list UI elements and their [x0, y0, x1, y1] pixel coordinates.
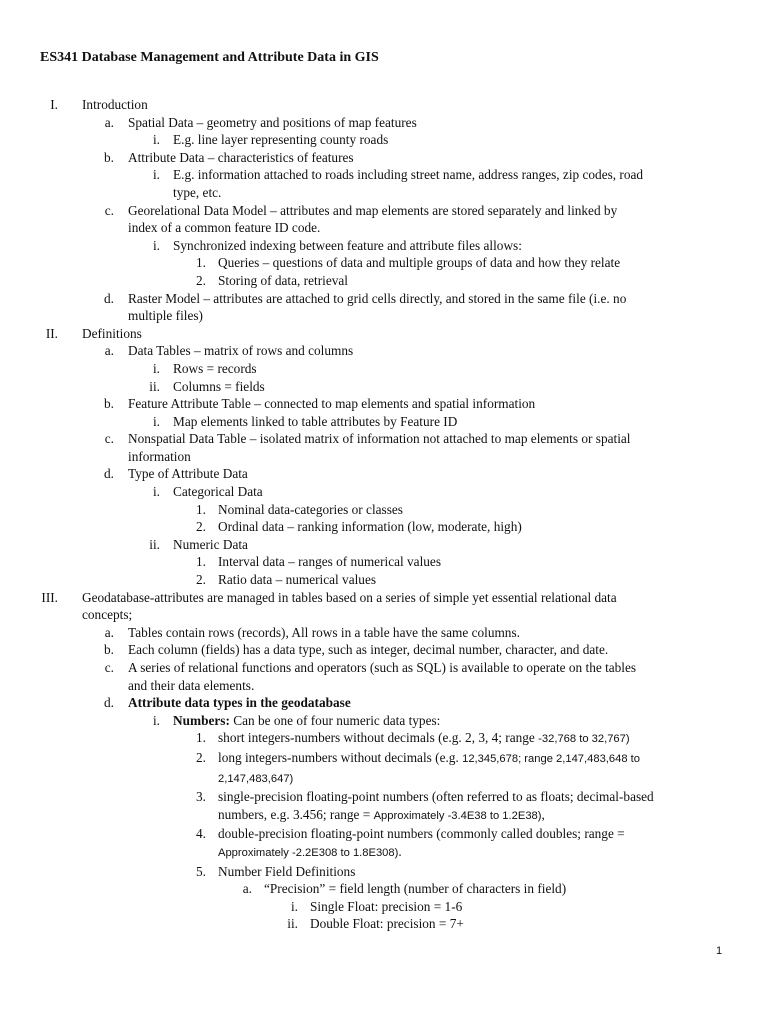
outline-item — [0, 518, 770, 536]
outline-marker: c. — [104, 202, 114, 218]
outline-item — [0, 769, 770, 789]
outline-marker: 2. — [196, 519, 206, 535]
outline-plain-text: Synchronized indexing between feature and attribute files allows: — [173, 237, 522, 253]
outline-item — [0, 806, 770, 826]
outline-text — [128, 219, 320, 237]
outline-plain-text: Introduction — [82, 97, 148, 112]
outline-item — [0, 606, 770, 624]
outline-marker: i. — [152, 712, 160, 728]
outline-marker: 1. — [196, 554, 206, 570]
outline-text — [218, 749, 640, 769]
outline-item — [0, 825, 770, 843]
outline-item — [0, 254, 770, 272]
outline-item — [0, 395, 770, 413]
outline-text — [173, 184, 221, 202]
outline-marker: 1. — [196, 255, 206, 271]
outline-item — [0, 202, 770, 220]
outline-item — [0, 729, 770, 749]
outline-text — [173, 378, 265, 396]
outline-text — [218, 863, 355, 881]
outline-marker: 2. — [196, 572, 206, 588]
outline-bold-text: Attribute data types in the geodatabase — [128, 695, 351, 711]
outline-text — [128, 430, 630, 448]
outline-plain-text: multiple files) — [128, 308, 203, 324]
outline-text — [128, 677, 254, 695]
outline-plain-text: Ratio data – numerical values — [218, 572, 377, 588]
outline-plain-text: Interval data – ranges of numerical values — [218, 554, 441, 570]
outline-plain-text: Definitions — [82, 325, 142, 341]
outline-item — [0, 624, 770, 642]
outline-plain-text: Data Tables – matrix of rows and columns — [128, 343, 354, 359]
outline-marker: 4. — [196, 826, 206, 842]
outline-text — [128, 641, 608, 659]
outline-plain-text: Double Float: precision = 7+ — [310, 916, 464, 932]
outline-plain-text: E.g. line layer representing county roads — [173, 132, 389, 148]
outline-marker: b. — [104, 396, 114, 412]
outline-plain-text: Feature Attribute Table – connected to map elements and spatial information — [128, 396, 536, 412]
outline-text — [264, 880, 566, 898]
outline-text — [218, 729, 630, 749]
outline-item — [0, 571, 770, 589]
outline-plain-text: Number Field Definitions — [218, 863, 356, 879]
outline-text — [218, 788, 654, 806]
outline-marker: a. — [104, 624, 114, 640]
outline-item — [0, 863, 770, 881]
outline-item — [0, 880, 770, 898]
outline-item — [0, 483, 770, 501]
outline-plain-text: Geodatabase-attributes are managed in tables based on a series of simple yet essential relational data — [82, 589, 617, 605]
outline-plain-text: Ordinal data – ranking information (low, moderate, high) — [218, 519, 522, 535]
outline-plain-text: Type of Attribute Data — [128, 466, 248, 482]
outline-text — [128, 202, 617, 220]
outline-text — [173, 166, 643, 184]
outline-text — [218, 769, 293, 789]
outline-marker: i. — [290, 898, 298, 914]
outline-item — [0, 749, 770, 769]
outline-plain-text: single-precision floating-point numbers (often referred to as floats; decimal-based — [218, 789, 654, 805]
outline-marker: 2. — [196, 749, 206, 765]
outline-plain-text: information — [128, 448, 191, 464]
outline-plain-text: Attribute Data – characteristics of features — [128, 149, 354, 165]
outline-text — [128, 114, 417, 132]
outline-item — [0, 413, 770, 431]
outline-marker: III. — [41, 589, 58, 605]
outline-text — [82, 325, 142, 343]
outline-text — [218, 806, 545, 826]
outline-marker: 2. — [196, 272, 206, 288]
outline-item — [0, 430, 770, 448]
outline-marker: a. — [104, 343, 114, 359]
outline-text — [173, 237, 522, 255]
outline-plain-text: double-precision floating-point numbers (commonly called doubles; range = — [218, 826, 625, 842]
outline-marker: b. — [104, 149, 114, 165]
outline-plain-text: type, etc. — [173, 184, 222, 200]
outline-text — [128, 694, 351, 712]
outline-plain-text: Categorical Data — [173, 484, 263, 500]
outline-text — [218, 254, 620, 272]
outline-item — [0, 843, 770, 863]
outline-text — [128, 342, 353, 360]
outline-marker: c. — [104, 431, 114, 447]
outline-marker: i. — [152, 413, 160, 429]
outline-text — [218, 843, 402, 863]
outline-text — [218, 553, 441, 571]
outline-item — [0, 659, 770, 677]
outline-plain-text: Georelational Data Model – attributes and map elements are stored separately and linked by — [128, 202, 618, 218]
outline-plain-text: Nominal data-categories or classes — [218, 501, 403, 517]
outline-plain-text: E.g. information attached to roads including street name, address ranges, zip codes, road — [173, 167, 644, 183]
outline-item — [0, 325, 770, 343]
outline-item — [0, 166, 770, 184]
outline-marker: i. — [152, 132, 160, 148]
outline-text — [173, 483, 263, 501]
outline-item — [0, 536, 770, 554]
outline-text — [218, 825, 625, 843]
outline-plain-text: short integers-numbers without decimals (e.g. 2, 3, 4; range — [218, 730, 539, 746]
page-number: 1 — [716, 945, 723, 957]
outline-marker: i. — [152, 167, 160, 183]
outline-plain-text: and their data elements. — [128, 677, 255, 693]
outline-item — [0, 378, 770, 396]
outline-marker: I. — [50, 97, 58, 112]
outline-plain-text: “Precision” = field length (number of characters in field) — [264, 881, 567, 897]
outline-item — [0, 694, 770, 712]
outline-item — [0, 788, 770, 806]
outline-item — [0, 712, 770, 730]
outline-item — [0, 114, 770, 132]
outline-text — [218, 571, 376, 589]
outline-item — [0, 149, 770, 167]
outline-marker: 5. — [196, 863, 206, 879]
outline-text — [128, 624, 520, 642]
outline-plain-text: Rows = records — [173, 360, 257, 376]
outline-text — [128, 149, 354, 167]
outline-plain-text: Numeric Data — [173, 536, 248, 552]
outline-text — [128, 395, 535, 413]
outline-marker: i. — [152, 360, 160, 376]
outline-plain-text: Map elements linked to table attributes by Feature ID — [173, 413, 458, 429]
outline-range-text: Approximately -2.2E308 to 1.8E308) — [218, 846, 399, 859]
outline-item — [0, 131, 770, 149]
outline-item — [0, 307, 770, 325]
outline-item — [0, 219, 770, 237]
outline-text — [82, 606, 132, 624]
outline-text — [173, 536, 248, 554]
outline-plain-text: Spatial Data – geometry and positions of map features — [128, 114, 417, 130]
outline-marker: i. — [152, 237, 160, 253]
outline-item — [0, 641, 770, 659]
outline-marker: d. — [104, 466, 114, 482]
outline-text — [218, 272, 348, 290]
outline-item — [0, 501, 770, 519]
outline-item — [0, 237, 770, 255]
outline-trailing-punct: , — [541, 806, 545, 822]
outline-text — [218, 518, 522, 536]
outline-marker: II. — [45, 325, 58, 341]
outline-marker: c. — [104, 660, 114, 675]
outline-range-text: -32,768 to 32,767) — [538, 733, 630, 746]
outline-plain-text: Tables contain rows (records), All rows in a table have the same columns. — [128, 624, 520, 640]
outline-item — [0, 465, 770, 483]
document-title: ES341 Database Management and Attribute Data in GIS — [40, 50, 379, 65]
outline-item — [0, 184, 770, 202]
outline-plain-text: Queries – questions of data and multiple groups of data and how they relate — [218, 255, 621, 271]
outline-range-text: Approximately -3.4E38 to 1.2E38) — [373, 809, 542, 822]
outline-text — [128, 307, 203, 325]
outline-marker: ii. — [149, 536, 160, 552]
outline-item — [0, 898, 770, 916]
outline-trailing-punct: . — [398, 843, 402, 859]
outline-plain-text: Each column (fields) has a data type, such as integer, decimal number, character, and date. — [128, 642, 609, 658]
outline-item — [0, 290, 770, 308]
outline-text — [128, 448, 191, 466]
outline-marker: d. — [104, 695, 114, 711]
outline-plain-text: concepts; — [82, 607, 133, 623]
outline-marker: a. — [104, 114, 114, 130]
outline-plain-text: long integers-numbers without decimals (e.g. — [218, 749, 463, 765]
outline-plain-text: Can be one of four numeric data types: — [229, 712, 441, 728]
outline-item — [0, 96, 770, 114]
outline-item — [0, 677, 770, 695]
outline-item — [0, 272, 770, 290]
outline-marker: b. — [104, 642, 114, 658]
outline-text — [82, 96, 148, 114]
outline-marker: a. — [242, 881, 252, 897]
outline-item — [0, 448, 770, 466]
outline-range-text: 12,345,678; range 2,147,483,648 to — [462, 752, 641, 765]
outline-list — [0, 96, 770, 933]
outline-text — [128, 290, 626, 308]
outline-plain-text: Nonspatial Data Table – isolated matrix of information not attached to map elements or spatial — [128, 431, 631, 447]
outline-text — [173, 360, 257, 378]
outline-text — [82, 589, 617, 607]
outline-plain-text: index of a common feature ID code. — [128, 220, 321, 236]
outline-marker: 1. — [196, 730, 206, 746]
outline-item — [0, 342, 770, 360]
outline-bold-text: Numbers: — [173, 712, 230, 728]
outline-plain-text: Storing of data, retrieval — [218, 272, 348, 288]
outline-text — [218, 501, 403, 519]
outline-marker: ii. — [287, 916, 298, 932]
outline-text — [173, 413, 457, 431]
outline-text — [173, 131, 388, 149]
outline-marker: i. — [152, 484, 160, 500]
outline-item — [0, 915, 770, 933]
outline-range-text: 2,147,483,647) — [218, 772, 294, 785]
outline-text — [173, 712, 440, 730]
outline-item — [0, 360, 770, 378]
outline-plain-text: Single Float: precision = 1-6 — [310, 898, 463, 914]
outline-marker: d. — [104, 290, 114, 306]
outline-item — [0, 553, 770, 571]
outline-plain-text: numbers, e.g. 3.456; range = — [218, 806, 374, 822]
outline-text — [310, 898, 462, 916]
outline-text — [128, 659, 636, 677]
outline-text — [128, 465, 248, 483]
outline-marker: 3. — [196, 789, 206, 805]
outline-marker: ii. — [149, 378, 160, 394]
outline-plain-text: Columns = fields — [173, 378, 265, 394]
outline-item — [0, 589, 770, 607]
outline-marker: 1. — [196, 501, 206, 517]
outline-plain-text: Raster Model – attributes are attached to grid cells directly, and stored in the same file (i.e. no — [128, 290, 627, 306]
outline-plain-text: A series of relational functions and operators (such as SQL) is available to operate on the tables — [128, 660, 637, 675]
outline-text — [310, 915, 464, 933]
